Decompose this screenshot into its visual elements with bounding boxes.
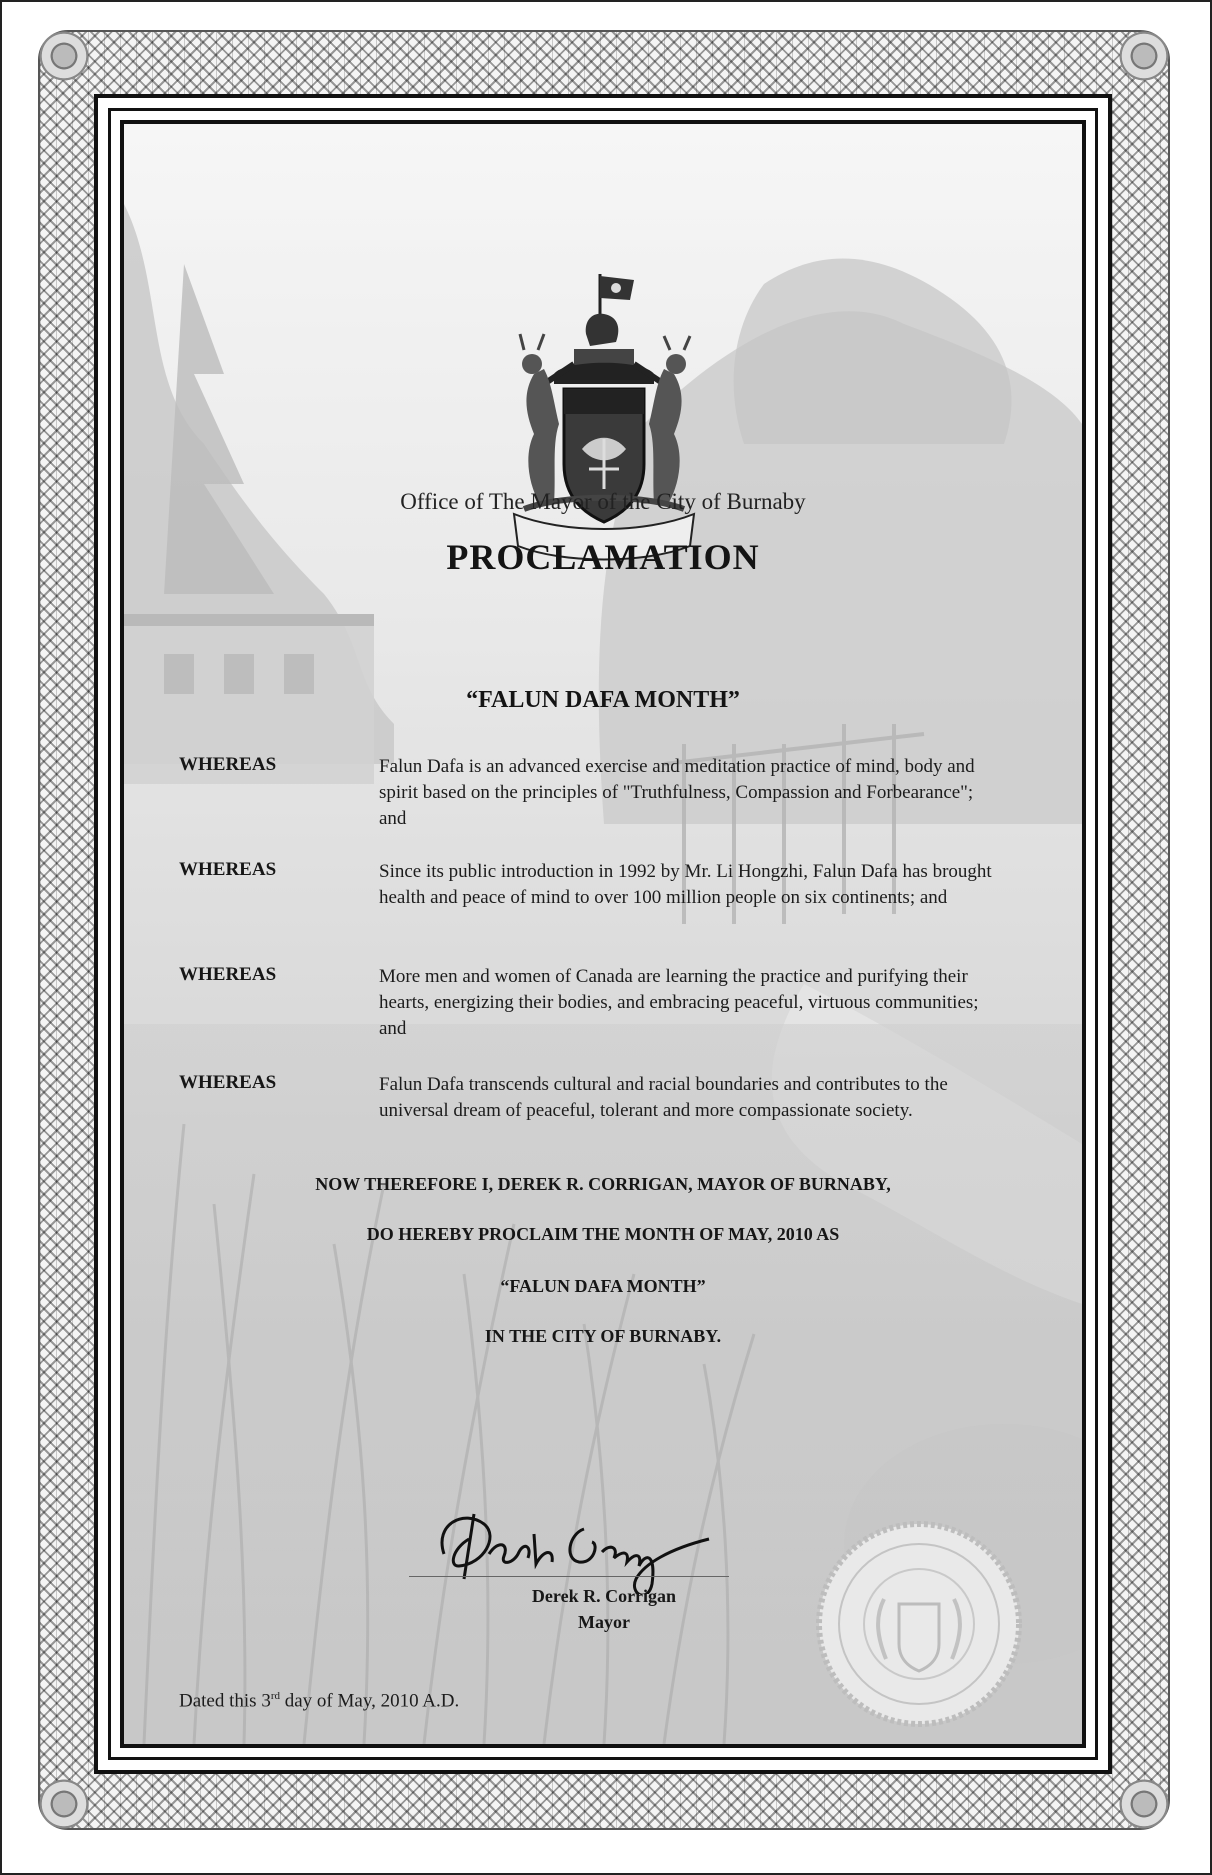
whereas-label: WHEREAS	[179, 964, 277, 985]
corner-ornament-bottom-right	[1118, 1778, 1170, 1830]
document-body	[120, 120, 1086, 1748]
signer-title: Mayor	[578, 1612, 630, 1632]
proclamation-line: NOW THEREFORE I, DEREK R. CORRIGAN, MAYOR OF BURNABY,	[315, 1174, 891, 1194]
whereas-label: WHEREAS	[179, 754, 277, 775]
whereas-label: WHEREAS	[179, 1072, 277, 1093]
proclamation-line: DO HEREBY PROCLAIM THE MONTH OF MAY, 2010 AS	[366, 1224, 840, 1244]
proclamation-subject: “FALUN DAFA MONTH”	[466, 687, 740, 713]
date-line	[179, 1690, 459, 1712]
signature-line	[409, 1576, 729, 1577]
date-rest: day of May, 2010 A.D.	[280, 1690, 460, 1712]
date-prefix: Dated this 3	[179, 1690, 271, 1712]
whereas-label: WHEREAS	[179, 859, 277, 880]
proclamation-line: “FALUN DAFA MONTH”	[500, 1276, 706, 1296]
corner-ornament-top-right	[1118, 30, 1170, 82]
embossed-city-seal-icon	[814, 1519, 1024, 1729]
whereas-text: More men and women of Canada are learning the practice and purifying their hearts, energizing their bodies, and embracing peaceful, virtuous communities; and	[379, 966, 979, 1039]
date-ordinal: rd	[270, 1690, 280, 1702]
whereas-text: Falun Dafa transcends cultural and racial boundaries and contributes to the universal dream of peaceful, tolerant and more compassionate society.	[379, 1074, 948, 1121]
whereas-text: Falun Dafa is an advanced exercise and meditation practice of mind, body and spirit based on the principles of "Truthfulness, Compassion and Forbearance"; and	[379, 756, 975, 829]
proclamation-line: IN THE CITY OF BURNABY.	[484, 1326, 722, 1346]
corner-ornament-top-left	[38, 30, 90, 82]
issuing-office: Office of The Mayor of the City of Burnaby	[400, 489, 806, 514]
signer-name: Derek R. Corrigan	[531, 1586, 677, 1606]
page-title: PROCLAMATION	[446, 537, 760, 577]
corner-ornament-bottom-left	[38, 1778, 90, 1830]
mayor-signature	[424, 1494, 724, 1594]
whereas-text: Since its public introduction in 1992 by Mr. Li Hongzhi, Falun Dafa has brought health and peace of mind to over 100 million people on six continents; and	[379, 861, 992, 908]
